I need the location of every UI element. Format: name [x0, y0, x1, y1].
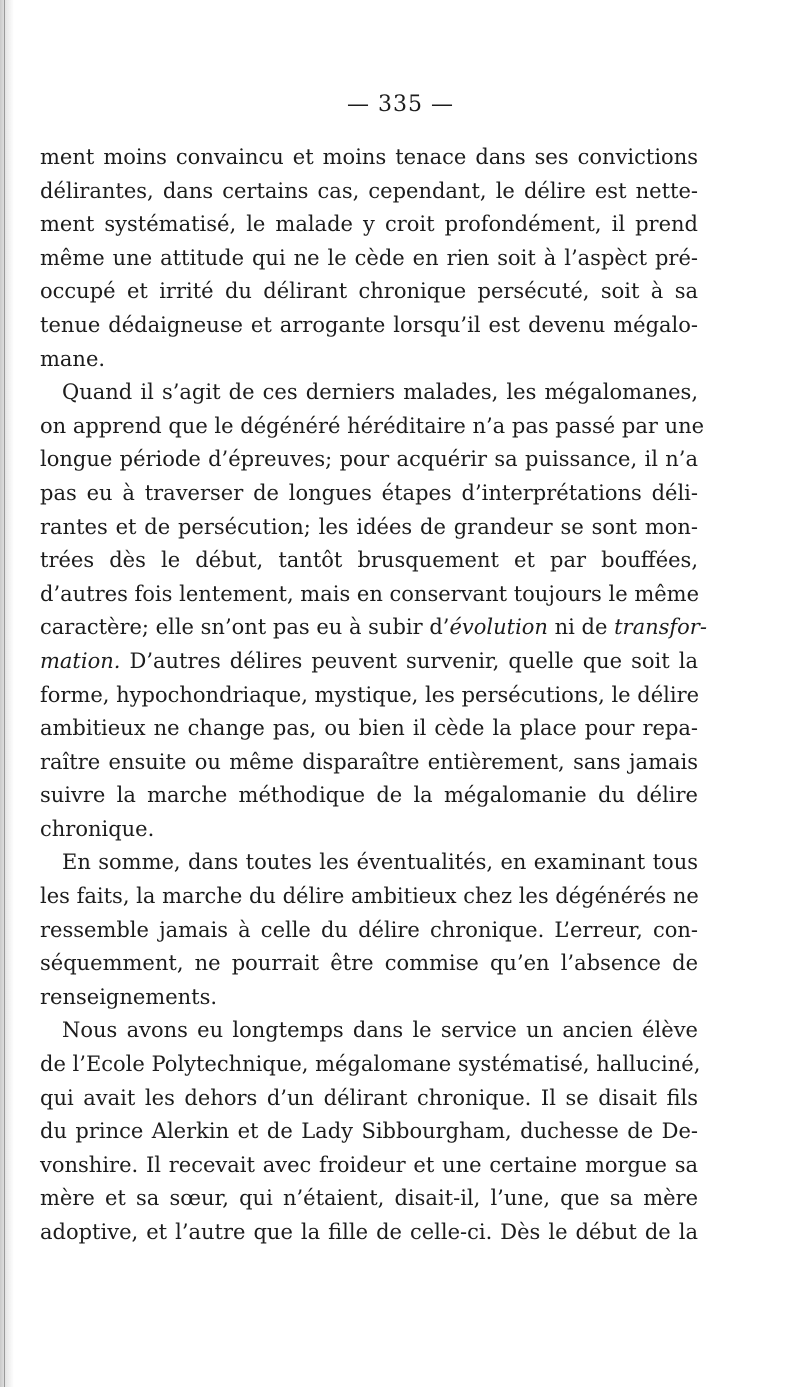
text-line: ment moins convaincu et moins tenace dans ses convictions: [40, 145, 698, 169]
text-line: Nous avons eu longtemps dans le service un ancien élève: [62, 1018, 698, 1043]
text-line: ambitieux ne change pas, ou bien il cède la place pour repa-: [40, 716, 698, 741]
text-line: raître ensuite ou même disparaître entièrement, sans jamais: [40, 749, 698, 774]
text-run: D’autres délires peuvent survenir, quelle que soit la: [120, 648, 698, 673]
text-line: ment systématisé, le malade y croit profondément, il prend: [40, 212, 698, 237]
emphasis-transformation: transfor-: [614, 615, 707, 640]
text-line: ressemble jamais à celle du délire chronique. L’erreur, con-: [40, 917, 698, 942]
text-line: forme, hypochondriaque, mystique, les persécutions, le délire: [40, 682, 700, 707]
emphasis-mation: mation.: [40, 648, 121, 673]
text-line: Quand il s’agit de ces derniers malades, les mégalomanes,: [62, 380, 698, 405]
text-line: d’autres fois lentement, mais en conservant toujours le même: [40, 581, 699, 606]
text-line: délirantes, dans certains cas, cependant, le délire est nette-: [40, 178, 698, 203]
text-line: occupé et irrité du délirant chronique persécuté, soit à sa: [40, 279, 698, 304]
text-line-with-emphasis: [40, 611, 707, 645]
text-line: séquemment, ne pourrait être commise qu’en l’absence de: [40, 951, 698, 976]
text-line: du prince Alerkin et de Lady Sibbourgham, duchesse de De-: [40, 1119, 698, 1144]
text-line: longue période d’épreuves; pour acquérir sa puissance, il n’a: [40, 447, 698, 472]
text-line: trées dès le début, tantôt brusquement et par bouffées,: [40, 548, 698, 573]
text-run: ni de: [547, 615, 615, 640]
text-line: vonshire. Il recevait avec froideur et une certaine morgue sa: [40, 1152, 698, 1177]
text-line: de l’Ecole Polytechnique, mégalomane systématisé, halluciné,: [40, 1052, 701, 1077]
text-line: les faits, la marche du délire ambitieux chez les dégénérés ne: [40, 884, 699, 909]
body-text: [40, 141, 707, 1250]
text-line: renseignements.: [40, 984, 218, 1009]
text-run: caractère; elle sn’ont pas eu à subir d’: [40, 615, 450, 640]
text-line: pas eu à traverser de longues étapes d’interprétations déli-: [40, 480, 698, 505]
text-line: qui avait les dehors d’un délirant chronique. Il se disait fils: [40, 1085, 698, 1110]
page-number: — 335 —: [347, 92, 454, 117]
text-line: on apprend que le dégénéré héréditaire n’a pas passé par une: [40, 413, 705, 438]
text-line: tenue dédaigneuse et arrogante lorsqu’il est devenu mégalo-: [40, 312, 698, 337]
text-line: mère et sa sœur, qui n’étaient, disait-il, l’une, que sa mère: [40, 1186, 698, 1211]
text-line: En somme, dans toutes les éventualités, en examinant tous: [62, 850, 698, 875]
text-line: adoptive, et l’autre que la fille de celle-ci. Dès le début de la: [40, 1220, 698, 1244]
emphasis-evolution: évolution: [449, 615, 548, 640]
page-binding-shadow: [0, 0, 14, 1387]
page-binding-edge: [4, 0, 5, 1387]
text-line: mane.: [40, 346, 106, 371]
text-line: chronique.: [40, 816, 155, 841]
text-line: même une attitude qui ne le cède en rien soit à l’aspèct pré-: [40, 245, 698, 270]
text-line-with-emphasis: [40, 645, 698, 679]
text-line: suivre la marche méthodique de la mégalomanie du délire: [40, 783, 698, 808]
text-line: rantes et de persécution; les idées de grandeur se sont mon-: [40, 514, 698, 539]
